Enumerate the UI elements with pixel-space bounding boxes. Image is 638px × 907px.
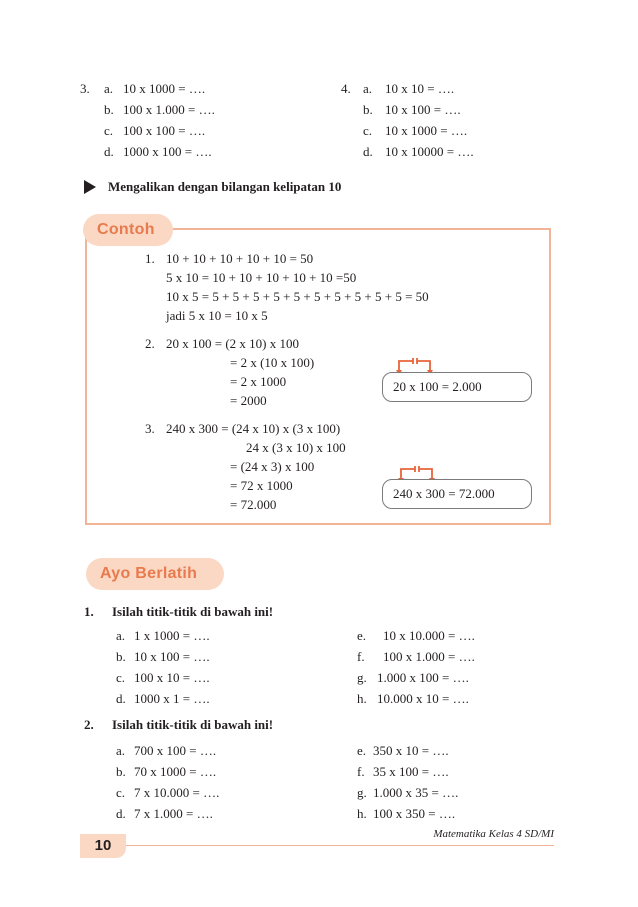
item-letter: c. — [116, 670, 126, 685]
item-text: 10 x 100 = …. — [134, 649, 210, 664]
item-letter: a. — [104, 81, 114, 96]
item-letter: g. — [357, 785, 367, 800]
item-text: 1000 x 100 = …. — [123, 144, 212, 159]
item-letter: e. — [357, 743, 367, 758]
math-line: 10 + 10 + 10 + 10 + 10 = 50 — [166, 251, 314, 266]
math-line: 20 x 100 = (2 x 10) x 100 — [166, 336, 299, 351]
item-letter: f. — [357, 649, 365, 664]
item-text: 100 x 10 = …. — [134, 670, 210, 685]
item-letter: f. — [357, 764, 365, 779]
item-letter: e. — [357, 628, 367, 643]
math-line: = 2 x 1000 — [230, 374, 287, 389]
item-letter: b. — [363, 102, 373, 117]
math-line: = 72.000 — [230, 497, 277, 512]
example-number: 2. — [145, 336, 155, 351]
result-pill: 240 x 300 = 72.000 — [382, 479, 532, 509]
item-text: 1000 x 1 = …. — [134, 691, 210, 706]
section-heading-text: Mengalikan dengan bilangan kelipatan 10 — [108, 179, 342, 194]
item-letter: b. — [116, 764, 126, 779]
item-text: 10 x 10 = …. — [385, 81, 455, 96]
item-letter: d. — [104, 144, 114, 159]
item-text: 10 x 10.000 = …. — [383, 628, 475, 643]
math-line: 24 x (3 x 10) x 100 — [246, 440, 346, 455]
item-letter: c. — [363, 123, 373, 138]
question-instruction: Isilah titik-titik di bawah ini! — [112, 604, 274, 619]
item-text: 100 x 350 = …. — [373, 806, 456, 821]
item-text: 10.000 x 10 = …. — [377, 691, 469, 706]
item-letter: c. — [116, 785, 126, 800]
item-text: 700 x 100 = …. — [134, 743, 217, 758]
math-line: = 2000 — [230, 393, 267, 408]
item-letter: a. — [116, 628, 126, 643]
item-letter: b. — [116, 649, 126, 664]
item-letter: d. — [116, 691, 126, 706]
item-text: 10 x 100 = …. — [385, 102, 461, 117]
item-text: 1.000 x 100 = …. — [377, 670, 469, 685]
item-text: 100 x 1.000 = …. — [123, 102, 215, 117]
exercise-number: 4. — [341, 81, 351, 96]
item-letter: a. — [363, 81, 373, 96]
play-triangle-icon — [84, 180, 96, 194]
question-instruction: Isilah titik-titik di bawah ini! — [112, 717, 274, 732]
item-text: 1.000 x 35 = …. — [373, 785, 459, 800]
item-text: 10 x 10000 = …. — [385, 144, 474, 159]
question-number: 2. — [84, 717, 94, 732]
math-line: = (24 x 3) x 100 — [230, 459, 315, 474]
item-letter: h. — [357, 691, 367, 706]
item-text: 70 x 1000 = …. — [134, 764, 217, 779]
math-line: jadi 5 x 10 = 10 x 5 — [166, 308, 268, 323]
result-pill: 20 x 100 = 2.000 — [382, 372, 532, 402]
exercise-number: 3. — [80, 81, 90, 96]
book-title: Matematika Kelas 4 SD/MI — [433, 828, 554, 840]
ayo-berlatih-tab: Ayo Berlatih — [86, 558, 224, 590]
math-line: 240 x 300 = (24 x 10) x (3 x 100) — [166, 421, 341, 436]
item-text: 7 x 1.000 = …. — [134, 806, 213, 821]
item-letter: b. — [104, 102, 114, 117]
item-letter: a. — [116, 743, 126, 758]
math-line: 5 x 10 = 10 + 10 + 10 + 10 + 10 =50 — [166, 270, 357, 285]
example-number: 1. — [145, 251, 155, 266]
item-letter: d. — [363, 144, 373, 159]
math-line: 10 x 5 = 5 + 5 + 5 + 5 + 5 + 5 + 5 + 5 + 5 + 5 = 50 — [166, 289, 429, 304]
item-letter: h. — [357, 806, 367, 821]
item-text: 7 x 10.000 = …. — [134, 785, 220, 800]
item-text: 10 x 1000 = …. — [123, 81, 206, 96]
question-number: 1. — [84, 604, 94, 619]
item-text: 35 x 100 = …. — [373, 764, 449, 779]
item-text: 100 x 100 = …. — [123, 123, 206, 138]
item-text: 1 x 1000 = …. — [134, 628, 210, 643]
item-letter: d. — [116, 806, 126, 821]
item-letter: g. — [357, 670, 367, 685]
contoh-tab: Contoh — [83, 214, 173, 246]
footer-rule — [126, 845, 554, 846]
item-text: 10 x 1000 = …. — [385, 123, 468, 138]
item-letter: c. — [104, 123, 114, 138]
example-number: 3. — [145, 421, 155, 436]
math-line: = 72 x 1000 — [230, 478, 293, 493]
page-number: 10 — [80, 834, 126, 858]
math-line: = 2 x (10 x 100) — [230, 355, 315, 370]
item-text: 100 x 1.000 = …. — [383, 649, 475, 664]
item-text: 350 x 10 = …. — [373, 743, 449, 758]
